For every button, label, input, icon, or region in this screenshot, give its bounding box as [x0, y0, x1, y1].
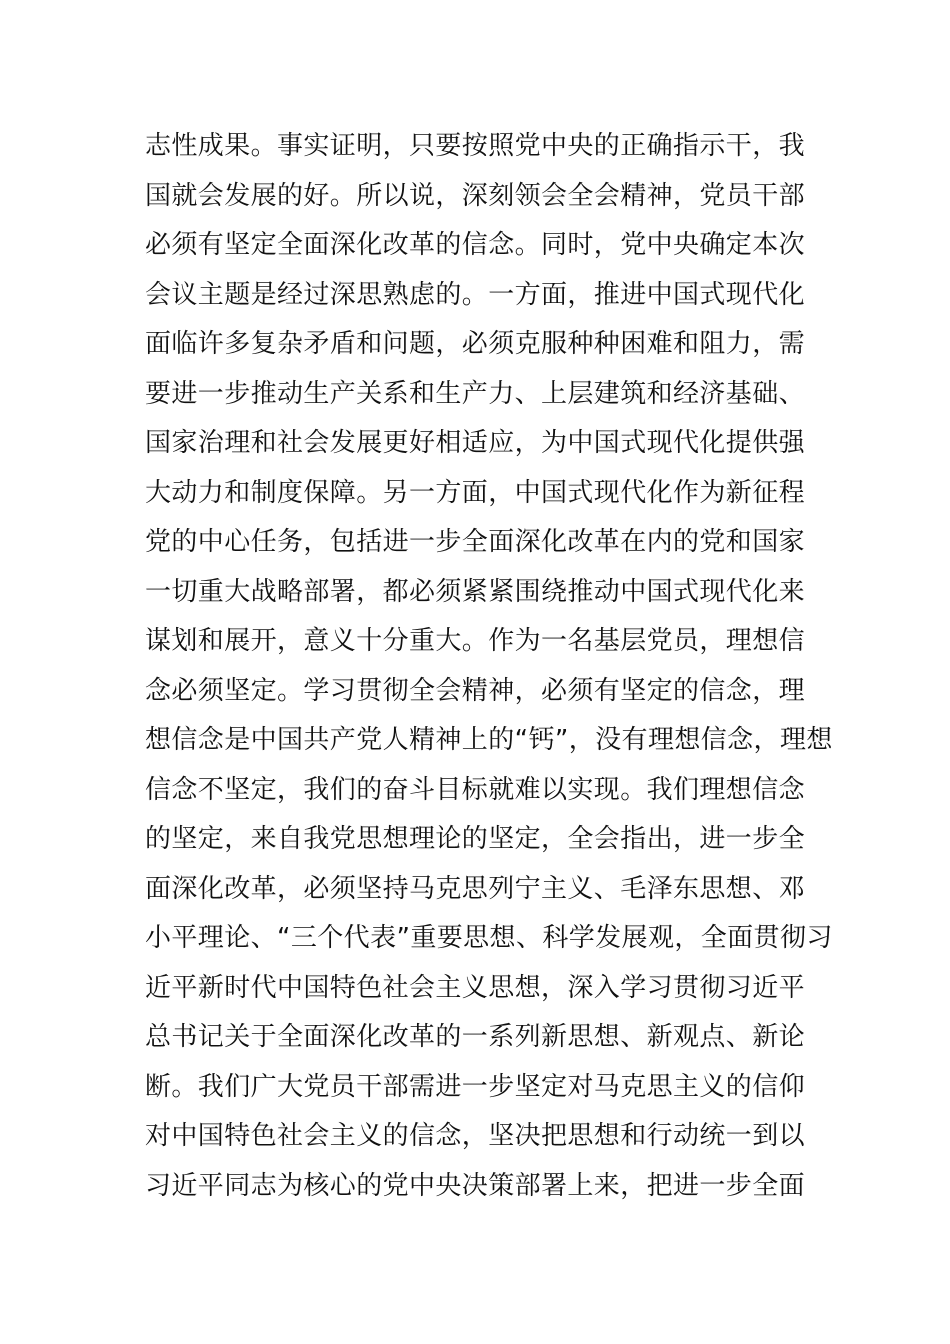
text-line: 国就会发展的好。所以说，深刻领会全会精神，党员干部 [145, 180, 806, 211]
text-line: 习近平同志为核心的党中央决策部署上来，把进一步全面 [145, 1170, 806, 1201]
text-line: 断。我们广大党员干部需进一步坚定对马克思主义的信仰 [145, 1071, 806, 1102]
text-line: 谋划和展开，意义十分重大。作为一名基层党员，理想信 [145, 626, 806, 656]
text-line: 信念不坚定，我们的奋斗目标就难以实现。我们理想信念 [145, 774, 806, 805]
text-line: 必须有坚定全面深化改革的信念。同时，党中央确定本次 [145, 230, 806, 260]
text-line: 小平理论、“三个代表”重要思想、科学发展观，全面贯彻习 [145, 923, 833, 953]
text-line: 面深化改革，必须坚持马克思列宁主义、毛泽东思想、邓 [145, 873, 806, 904]
text-line: 党的中心任务，包括进一步全面深化改革在内的党和国家 [145, 527, 806, 557]
text-line: 要进一步推动生产关系和生产力、上层建筑和经济基础、 [145, 378, 806, 409]
text-line: 对中国特色社会主义的信念，坚决把思想和行动统一到以 [145, 1121, 806, 1151]
body-text [145, 122, 833, 1211]
text-line: 一切重大战略部署，都必须紧紧围绕推动中国式现代化来 [145, 576, 806, 607]
text-line: 总书记关于全面深化改革的一系列新思想、新观点、新论 [145, 1022, 806, 1052]
text-line: 国家治理和社会发展更好相适应，为中国式现代化提供强 [145, 428, 806, 458]
text-line: 近平新时代中国特色社会主义思想，深入学习贯彻习近平 [145, 972, 806, 1003]
text-line: 大动力和制度保障。另一方面，中国式现代化作为新征程 [145, 477, 806, 508]
text-line: 面临许多复杂矛盾和问题，必须克服种种困难和阻力，需 [145, 329, 806, 359]
text-line: 志性成果。事实证明，只要按照党中央的正确指示干，我 [145, 131, 806, 161]
text-line: 想信念是中国共产党人精神上的“钙”，没有理想信念，理想 [145, 725, 833, 755]
text-line: 会议主题是经过深思熟虑的。一方面，推进中国式现代化 [145, 279, 806, 310]
text-line: 的坚定，来自我党思想理论的坚定，全会指出，进一步全 [145, 824, 806, 854]
text-line: 念必须坚定。学习贯彻全会精神，必须有坚定的信念，理 [145, 675, 806, 706]
